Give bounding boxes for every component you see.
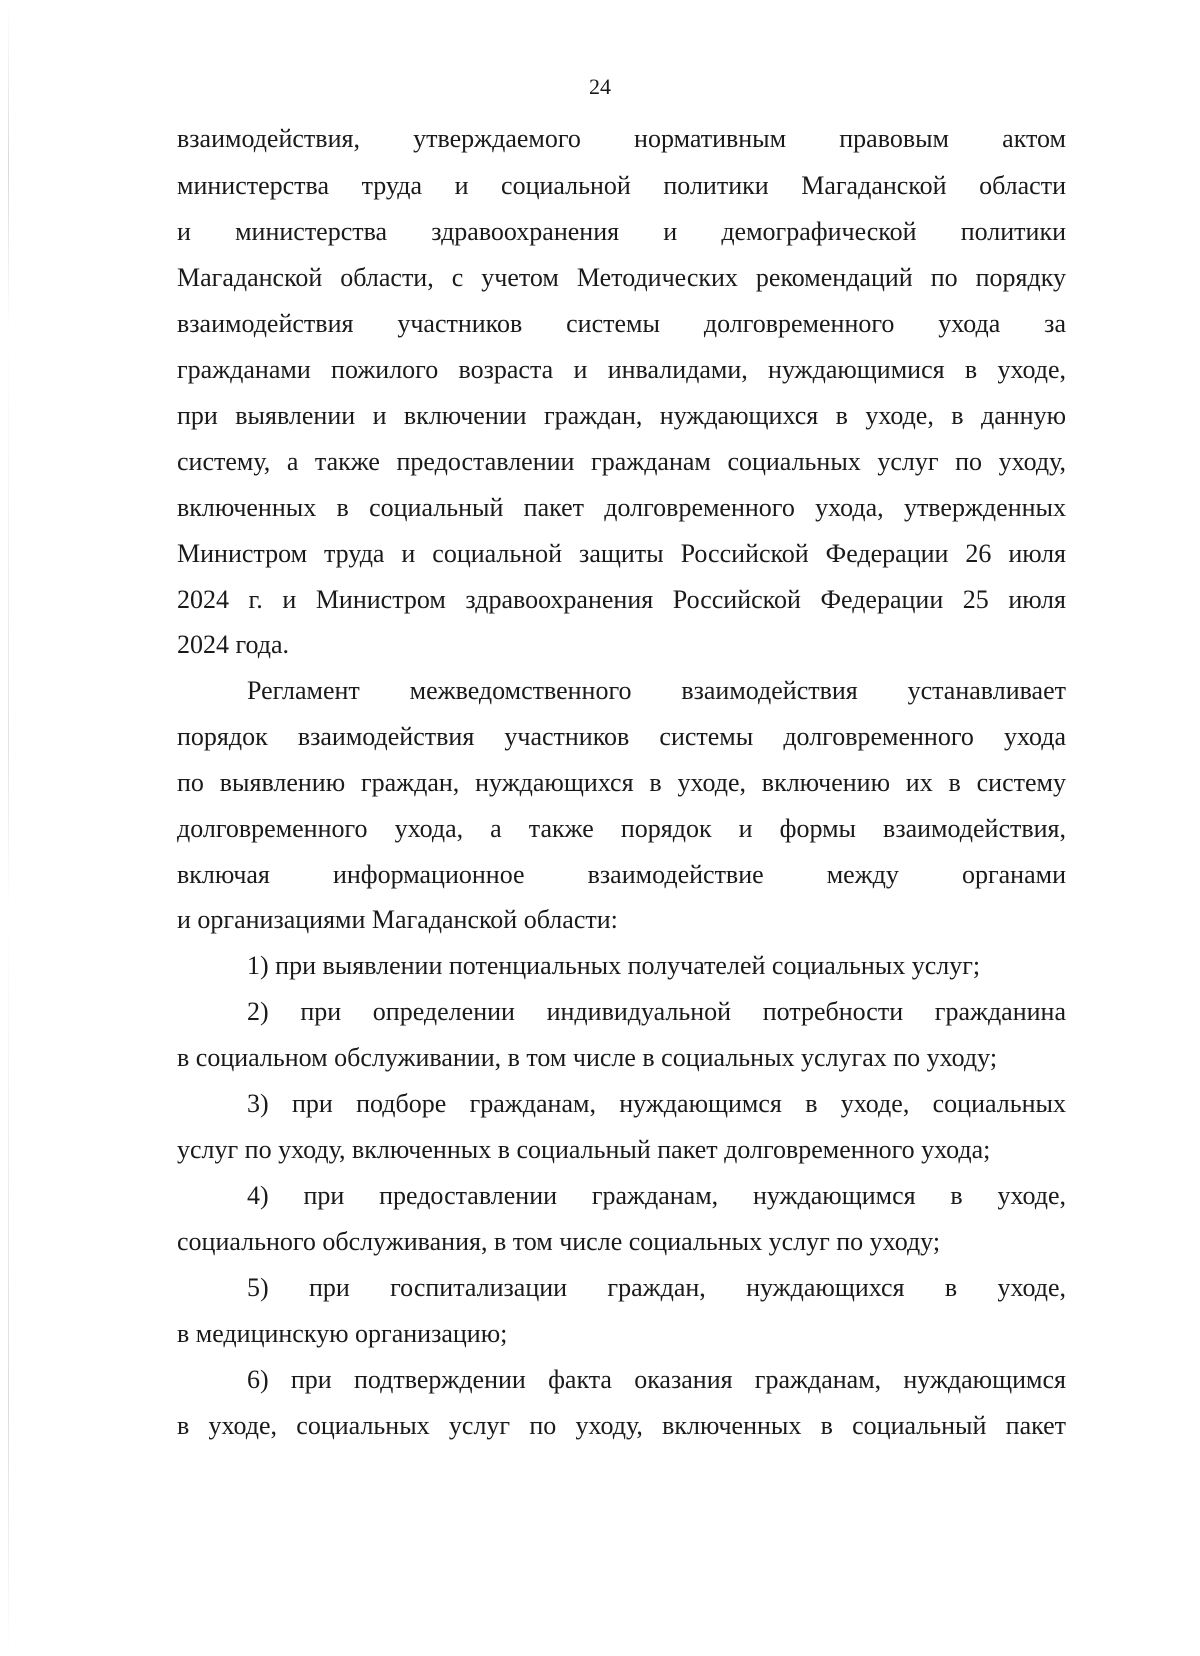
list-item-1: 1) при выявлении потенциальных получателей социальных услуг; [247, 951, 981, 980]
list-item-6: 6) при подтверждении факта оказания гражданам, нуждающимся [247, 1365, 1066, 1394]
text-line: и министерства здравоохранения и демографической политики [177, 217, 1066, 246]
text-line: при выявлении и включении граждан, нуждающихся в уходе, в данную [177, 401, 1066, 430]
text-line: услуг по уходу, включенных в социальный пакет долговременного ухода; [177, 1135, 991, 1164]
text-line: Магаданской области, с учетом Методических рекомендаций по порядку [177, 263, 1066, 292]
text-line: социального обслуживания, в том числе социальных услуг по уходу; [177, 1227, 941, 1256]
text-line: в социальном обслуживании, в том числе в социальных услугах по уходу; [177, 1043, 998, 1072]
text-line: включенных в социальный пакет долговременного ухода, утвержденных [177, 493, 1066, 522]
text-line: и организациями Магаданской области: [177, 905, 618, 934]
list-item-2: 2) при определении индивидуальной потребности гражданина [247, 997, 1066, 1026]
text-line: систему, а также предоставлении гражданам социальных услуг по уходу, [177, 447, 1066, 476]
text-line: Министром труда и социальной защиты Российской Федерации 26 июля [177, 539, 1066, 568]
list-item-4: 4) при предоставлении гражданам, нуждающимся в уходе, [247, 1181, 1066, 1210]
text-line: взаимодействия участников системы долговременного ухода за [177, 309, 1066, 338]
text-line: по выявлению граждан, нуждающихся в уходе, включению их в систему [177, 768, 1066, 797]
text-line: 2024 года. [177, 630, 290, 659]
text-line: взаимодействия, утверждаемого нормативным правовым актом [177, 124, 1066, 153]
text-line: министерства труда и социальной политики Магаданской области [177, 171, 1066, 200]
text-line: включая информационное взаимодействие между органами [177, 860, 1066, 889]
text-line: гражданами пожилого возраста и инвалидами, нуждающимися в уходе, [177, 355, 1066, 384]
text-line: 2024 г. и Министром здравоохранения Российской Федерации 25 июля [177, 585, 1066, 614]
text-line: в уходе, социальных услуг по уходу, включенных в социальный пакет [177, 1411, 1066, 1440]
text-line: долговременного ухода, а также порядок и формы взаимодействия, [177, 814, 1066, 843]
list-item-5: 5) при госпитализации граждан, нуждающихся в уходе, [247, 1273, 1066, 1302]
text-line: порядок взаимодействия участников системы долговременного ухода [177, 722, 1066, 751]
paragraph-first-line: Регламент межведомственного взаимодействия устанавливает [247, 676, 1066, 705]
list-item-3: 3) при подборе гражданам, нуждающимся в уходе, социальных [247, 1089, 1066, 1118]
text-line: в медицинскую организацию; [177, 1319, 508, 1348]
page-number: 24 [589, 74, 611, 99]
